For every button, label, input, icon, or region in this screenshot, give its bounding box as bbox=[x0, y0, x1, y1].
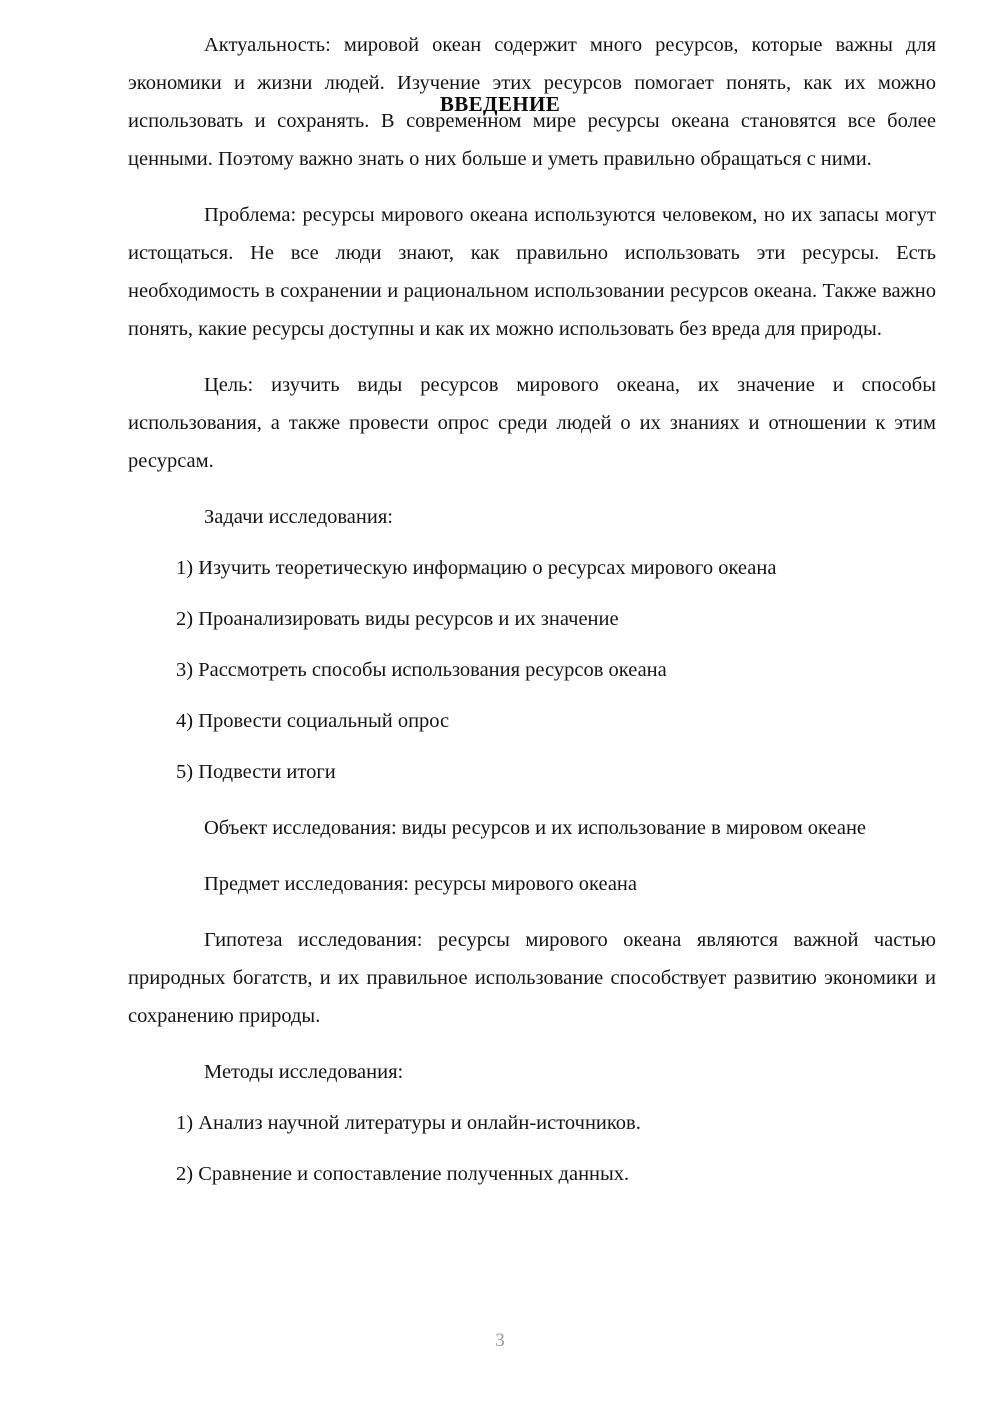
paragraph-relevance: Актуальность: мировой океан содержит много ресурсов, которые важны для экономики и жизни людей. Изучение этих ресурсов помогает понять, как их можно использовать и сохранять. В современном мире ресурсы океана становятся все более ценными. Поэтому важно знать о них больше и уметь правильно обращаться с ними. bbox=[128, 34, 936, 170]
paragraph-object: Объект исследования: виды ресурсов и их использование в мировом океане bbox=[204, 817, 867, 839]
paragraph-subject: Предмет исследования: ресурсы мирового океана bbox=[204, 873, 637, 895]
paragraph-goal: Цель: изучить виды ресурсов мирового океана, их значение и способы использования, а также провести опрос среди людей о их знаниях и отношении к этим ресурсам. bbox=[128, 374, 936, 472]
list-item: 2) Сравнение и сопоставление полученных данных. bbox=[176, 1163, 630, 1185]
list-item: 3) Рассмотреть способы использования ресурсов океана bbox=[176, 659, 667, 681]
paragraph-hypothesis: Гипотеза исследования: ресурсы мирового океана являются важной частью природных богатств, и их правильное использование способствует развитию экономики и сохранению природы. bbox=[128, 929, 936, 1027]
list-item: 5) Подвести итоги bbox=[176, 761, 336, 783]
page-number: 3 bbox=[495, 1330, 505, 1351]
document-body bbox=[128, 0, 936, 1193]
label-methods: Методы исследования: bbox=[204, 1061, 404, 1083]
page-title: ВВЕДЕНИЕ bbox=[439, 92, 561, 116]
list-item: 2) Проанализировать виды ресурсов и их значение bbox=[176, 608, 619, 630]
paragraph-problem: Проблема: ресурсы мирового океана используются человеком, но их запасы могут истощаться. Не все люди знают, как правильно использовать эти ресурсы. Есть необходимость в сохранении и рациональном использовании ресурсов океана. Также важно понять, какие ресурсы доступны и как их можно использовать без вреда для природы. bbox=[128, 204, 936, 340]
list-item: 4) Провести социальный опрос bbox=[176, 710, 450, 732]
list-item: 1) Анализ научной литературы и онлайн-источников. bbox=[176, 1112, 641, 1134]
list-item: 1) Изучить теоретическую информацию о ресурсах мирового океана bbox=[176, 557, 777, 579]
label-tasks: Задачи исследования: bbox=[204, 506, 393, 528]
